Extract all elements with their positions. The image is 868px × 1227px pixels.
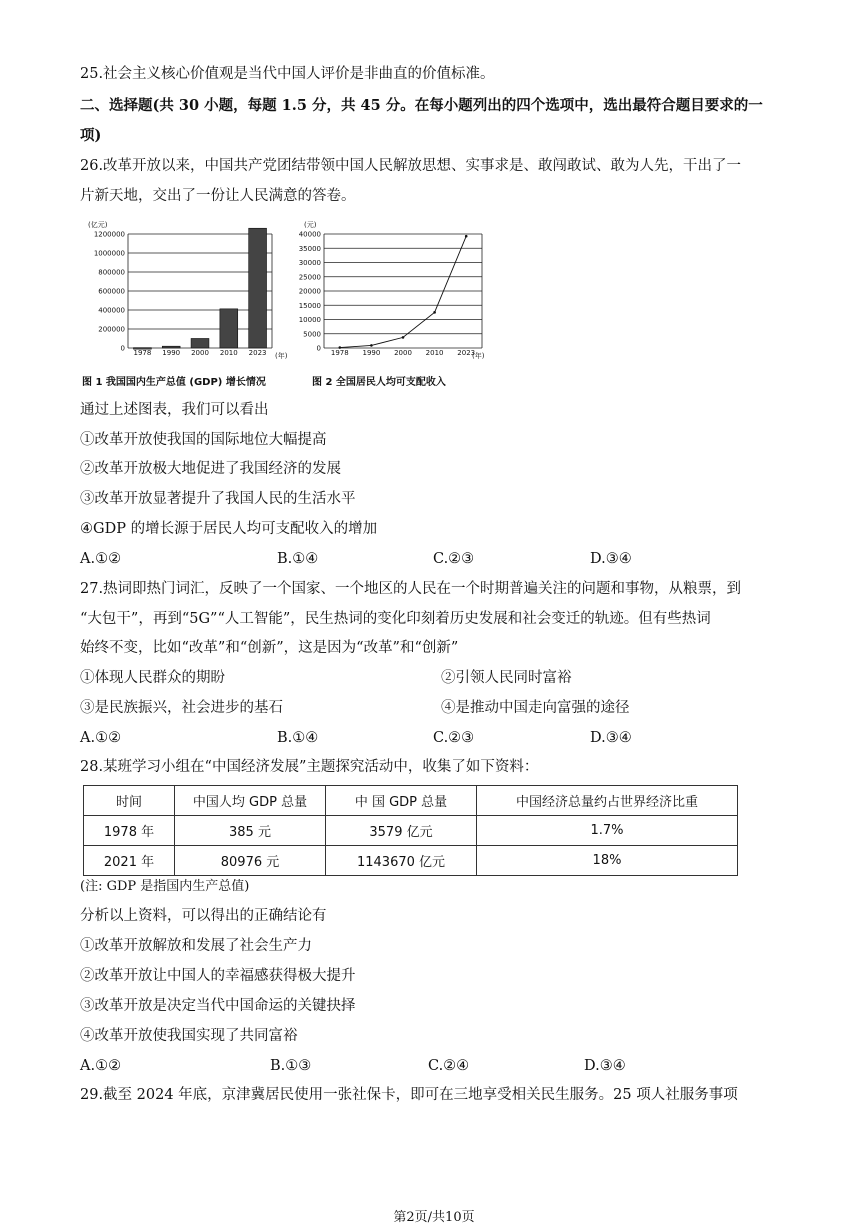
q28-option-a[interactable]: A.①② [80, 1058, 122, 1074]
x-tick-label: 2010 [425, 349, 444, 357]
q27-statement-2: ②引领人民同时富裕 [441, 670, 572, 686]
data-point-2000 [402, 336, 405, 339]
q27-stem-line3: 始终不变，比如“改革”和“创新”，这是因为“改革”和“创新” [80, 640, 459, 656]
table-cell: 2021 年 [84, 846, 175, 876]
table-cell: 3579 亿元 [326, 816, 477, 846]
y-tick-label: 25000 [298, 273, 321, 282]
table-cell: 1978 年 [84, 816, 175, 846]
x-tick-label: 1978 [133, 349, 152, 357]
q28-lead: 分析以上资料，可以得出的正确结论有 [80, 908, 327, 924]
x-tick-label: 2023 [457, 349, 476, 357]
y-tick-label: 1000000 [93, 249, 125, 258]
q26-statement-2: ②改革开放极大地促进了我国经济的发展 [80, 461, 341, 477]
income-line-chart [294, 218, 490, 366]
q28-note: (注: GDP 是指国内生产总值) [80, 879, 250, 894]
table-header-cell: 时间 [84, 786, 175, 816]
q26-statement-1: ①改革开放使我国的国际地位大幅提高 [80, 432, 327, 448]
y-tick-label: 30000 [298, 259, 321, 267]
bar-2000 [191, 338, 209, 348]
data-point-2010 [433, 311, 436, 314]
table-cell: 1.7% [477, 816, 738, 846]
table-cell: 385 元 [175, 816, 326, 846]
q27-statement-3: ③是民族振兴，社会进步的基石 [80, 700, 283, 716]
q26-stem-line1: 26.改革开放以来，中国共产党团结带领中国人民解放思想、实事求是、敢闯敢试、敢为人先，干出了一 [80, 158, 742, 174]
table-cell: 1143670 亿元 [326, 846, 477, 876]
x-tick-label: 2000 [191, 349, 209, 357]
y-tick-label: 200000 [98, 325, 125, 334]
table-row [84, 816, 738, 846]
table-header-cell: 中国人均 GDP 总量 [175, 786, 326, 816]
q27-option-c[interactable]: C.②③ [433, 730, 475, 746]
x-tick-label: 1978 [330, 349, 349, 357]
bar-1990 [162, 346, 180, 348]
income-series-line [340, 236, 466, 347]
q27-option-a[interactable]: A.①② [80, 730, 122, 746]
q26-option-d[interactable]: D.③④ [590, 551, 632, 567]
x-tick-label: 2000 [394, 349, 412, 357]
table-cell: 80976 元 [175, 846, 326, 876]
y-tick-label: 5000 [303, 330, 321, 339]
x-tick-label: 2023 [248, 349, 267, 357]
y-tick-label: 0 [120, 344, 125, 353]
x-tick-label: 1990 [362, 349, 381, 357]
page-footer: 第2页/共10页 [393, 1210, 475, 1225]
q28-statement-1: ①改革开放解放和发展了社会生产力 [80, 938, 312, 954]
q28-option-c[interactable]: C.②④ [428, 1058, 470, 1074]
q28-option-b[interactable]: B.①③ [270, 1058, 312, 1074]
y-tick-label: 1200000 [93, 230, 125, 239]
section2-title-line2: 项) [80, 127, 102, 144]
table-row [84, 846, 738, 876]
y-tick-label: 35000 [298, 244, 321, 253]
q29-stem: 29.截至 2024 年底，京津冀居民使用一张社保卡，即可在三地享受相关民生服务。25 项人社服务事项 [80, 1087, 738, 1103]
gdp-bar-chart [80, 218, 290, 366]
q27-stem-line1: 27.热词即热门词汇，反映了一个国家、一个地区的人民在一个时期普遍关注的问题和事物，从粮票，到 [80, 581, 742, 597]
y-tick-label: 800000 [98, 268, 125, 277]
q26-option-b[interactable]: B.①④ [277, 551, 319, 567]
q25-text: 25.社会主义核心价值观是当代中国人评价是非曲直的价值标准。 [80, 66, 495, 82]
q27-statement-1: ①体现人民群众的期盼 [80, 670, 225, 686]
q28-statement-4: ④改革开放使我国实现了共同富裕 [80, 1028, 298, 1044]
data-point-2023 [465, 235, 468, 238]
chart2-xlabel: (年) [472, 352, 485, 360]
y-tick-label: 10000 [298, 316, 321, 324]
chart1-xlabel: (年) [275, 352, 288, 360]
bar-2010 [220, 309, 238, 348]
y-tick-label: 15000 [298, 301, 321, 310]
q28-statement-3: ③改革开放是决定当代中国命运的关键抉择 [80, 998, 356, 1014]
q26-option-a[interactable]: A.①② [80, 551, 122, 567]
q28-stem: 28.某班学习小组在“中国经济发展”主题探究活动中，收集了如下资料： [80, 759, 539, 775]
q28-option-d[interactable]: D.③④ [584, 1058, 626, 1074]
table-header-row [84, 786, 738, 816]
table-header-cell: 中 国 GDP 总量 [326, 786, 477, 816]
y-tick-label: 40000 [298, 230, 321, 239]
chart2-caption: 图 2 全国居民人均可支配收入 [312, 377, 446, 388]
chart1-ylabel: (亿元) [88, 221, 108, 229]
y-tick-label: 400000 [98, 306, 125, 315]
q26-option-c[interactable]: C.②③ [433, 551, 475, 567]
data-point-1990 [370, 344, 373, 347]
chart1-caption: 图 1 我国国内生产总值 (GDP) 增长情况 [82, 377, 266, 388]
y-tick-label: 20000 [298, 287, 321, 296]
q27-option-b[interactable]: B.①④ [277, 730, 319, 746]
q27-statement-4: ④是推动中国走向富强的途径 [441, 700, 630, 716]
q27-stem-line2: “大包干”，再到“5G”“人工智能”，民生热词的变化印刻着历史发展和社会变迁的轨迹。但有些热词 [80, 611, 711, 627]
x-tick-label: 1990 [162, 349, 181, 357]
q28-statement-2: ②改革开放让中国人的幸福感获得极大提升 [80, 968, 356, 984]
table-cell: 18% [477, 846, 738, 876]
q26-statement-3: ③改革开放显著提升了我国人民的生活水平 [80, 491, 356, 507]
table-header-cell: 中国经济总量约占世界经济比重 [477, 786, 738, 816]
y-tick-label: 0 [316, 344, 321, 353]
x-tick-label: 2010 [219, 349, 238, 357]
bar-2023 [249, 228, 267, 348]
gdp-data-table [83, 785, 738, 876]
y-tick-label: 600000 [98, 287, 125, 296]
chart2-ylabel: (元) [304, 221, 317, 229]
q26-stem-line2: 片新天地，交出了一份让人民满意的答卷。 [80, 188, 356, 204]
q26-statement-4: ④GDP 的增长源于居民人均可支配收入的增加 [80, 521, 378, 537]
section2-title-line1: 二、选择题(共 30 小题，每题 1.5 分，共 45 分。在每小题列出的四个选项中，选出最符合题目要求的一 [80, 97, 763, 114]
q27-option-d[interactable]: D.③④ [590, 730, 632, 746]
q26-lead: 通过上述图表，我们可以看出 [80, 402, 269, 418]
